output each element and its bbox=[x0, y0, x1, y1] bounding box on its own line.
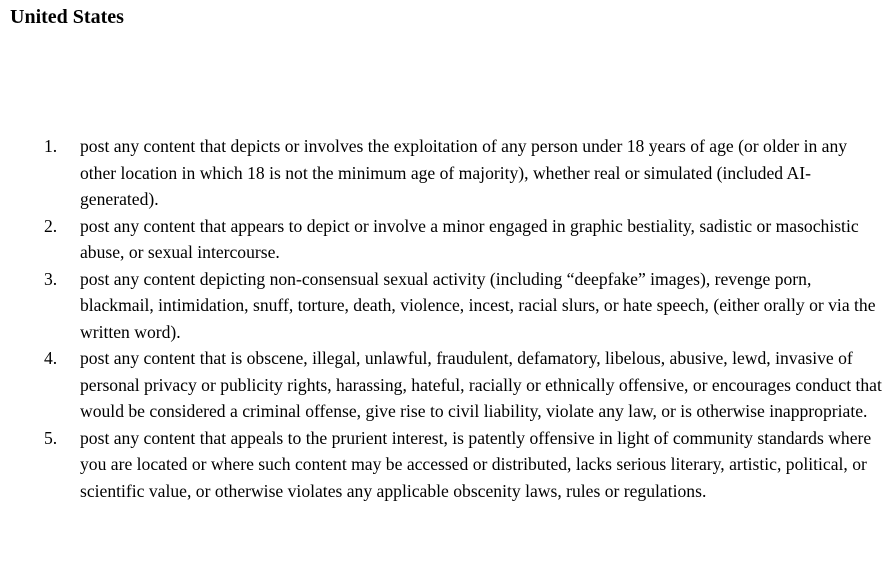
list-item-number: 5. bbox=[44, 427, 58, 448]
list-item-text: post any content that appeals to the prurient interest, is patently offensive in light of community standards where you are located or where such content may be accessed or distributed, lacks serious literary, artistic, political, or scientific value, or otherwise violates any applicable obscenity laws, rules or regulations. bbox=[80, 427, 872, 501]
list-item-text: post any content that is obscene, illegal, unlawful, fraudulent, defamatory, libelous, abusive, lewd, invasive of personal privacy or publicity rights, harassing, hateful, racially or ethnically offensive, or encourages conduct that would be considered a criminal offense, give rise to civil liability, violate any law, or is otherwise inappropriate. bbox=[80, 348, 882, 421]
prohibited-content-list bbox=[0, 133, 884, 504]
list-item bbox=[0, 345, 884, 425]
list-item-number: 1. bbox=[44, 136, 58, 156]
list-item-number: 4. bbox=[44, 348, 58, 368]
list-item bbox=[0, 213, 884, 266]
list-item-text: post any content depicting non-consensual sexual activity (including “deepfake” images), revenge porn, blackmail, intimidation, snuff, torture, death, violence, incest, racial slurs, or hate speech, (either orally or via the written word). bbox=[80, 268, 876, 342]
list-item-text: post any content that appears to depict or involve a minor engaged in graphic bestiality, sadistic or masochistic abuse, or sexual intercourse. bbox=[80, 215, 859, 262]
section-heading: United States bbox=[10, 6, 124, 28]
list-item bbox=[0, 425, 884, 505]
list-item-text: post any content that depicts or involves the exploitation of any person under 18 years of age (or older in any other location in which 18 is not the minimum age of majority), whether real or simulated (included AI-generated). bbox=[80, 136, 848, 209]
list-item-number: 3. bbox=[44, 268, 58, 289]
list-item-number: 2. bbox=[44, 215, 58, 236]
list-item bbox=[0, 266, 884, 346]
list-item bbox=[0, 133, 884, 213]
